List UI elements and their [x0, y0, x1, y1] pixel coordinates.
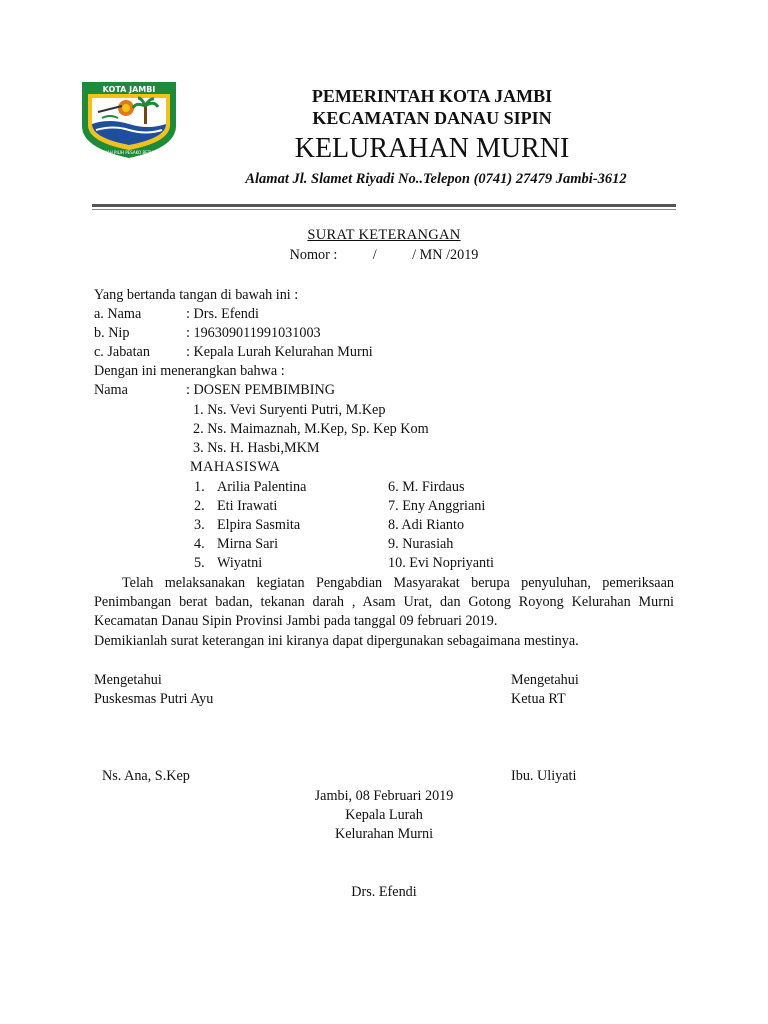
name-label: Nama: [94, 382, 128, 398]
student-name: Arilia Palentina: [217, 479, 307, 495]
kota-jambi-logo: [78, 78, 180, 160]
body-paragraph: Telah melaksanakan kegiatan Pengabdian Masyarakat berupa penyuluhan, pemeriksaan Penimbangan berat badan, tekanan darah , Asam Urat, dan Gotong Royong Kelurahan Murni Kecamatan Danau Sipin Provinsi Jambi pada tanggal 09 februari 2019.: [94, 575, 674, 629]
student-number: 2.: [194, 498, 205, 514]
signer-name-label: a. Nama: [94, 306, 142, 322]
logo-text: KOTA JAMBI: [102, 85, 156, 94]
student-name: Elpira Sasmita: [217, 517, 301, 533]
header-line-3: KELURAHAN MURNI: [294, 133, 570, 164]
official-position: Kepala Lurah: [345, 807, 423, 823]
official-office: Kelurahan Murni: [334, 826, 434, 842]
header-rule-thin: [92, 209, 676, 210]
right-organization: Ketua RT: [511, 691, 566, 707]
header-line-2: KECAMATAN DANAU SIPIN: [312, 108, 552, 128]
signer-nip-label: b. Nip: [94, 325, 130, 341]
right-acknowledge: Mengetahui: [511, 672, 579, 688]
student-name: Eti Irawati: [217, 498, 278, 514]
left-acknowledge: Mengetahui: [94, 672, 162, 688]
student-name: Wiyatni: [217, 555, 263, 571]
letter-title: SURAT KETERANGAN: [307, 227, 461, 243]
lecturer-item: 3. Ns. H. Hasbi,MKM: [193, 440, 320, 456]
header-line-1: PEMERINTAH KOTA JAMBI: [311, 86, 553, 106]
student-item: 9. Nurasiah: [388, 536, 454, 552]
lecturer-item: 1. Ns. Vevi Suryenti Putri, M.Kep: [193, 402, 386, 418]
signer-name-value: : Drs. Efendi: [186, 306, 259, 322]
lecturer-item: 2. Ns. Maimaznah, M.Kep, Sp. Kep Kom: [193, 421, 429, 437]
student-item: 6. M. Firdaus: [388, 479, 465, 495]
official-name: Drs. Efendi: [351, 884, 417, 900]
left-signer-name: Ns. Ana, S.Kep: [102, 768, 190, 784]
signer-position-label: c. Jabatan: [94, 344, 150, 360]
student-item: 8. Adi Rianto: [388, 517, 465, 533]
letter-number: Nomor : / / MN /2019: [289, 247, 479, 263]
student-number: 3.: [194, 517, 205, 533]
signer-position-value: : Kepala Lurah Kelurahan Murni: [186, 344, 373, 360]
right-signer-name: Ibu. Uliyati: [511, 768, 577, 784]
student-number: 4.: [194, 536, 205, 552]
students-heading: MAHASISWA: [190, 459, 281, 475]
student-name: Mirna Sari: [217, 536, 279, 552]
header-rule-thick: [92, 204, 676, 207]
left-organization: Puskesmas Putri Ayu: [94, 691, 214, 707]
logo-motto: TANAH PILIH PESAKO BETUAH: [99, 150, 159, 155]
student-number: 5.: [194, 555, 205, 571]
intro-text: Yang bertanda tangan di bawah ini :: [94, 287, 299, 303]
closing-paragraph: Demikianlah surat keterangan ini kiranya dapat dipergunakan sebagaimana mestinya.: [94, 633, 579, 649]
name-value: : DOSEN PEMBIMBING: [186, 382, 335, 398]
student-item: 7. Eny Anggriani: [388, 498, 486, 514]
student-item: 10. Evi Nopriyanti: [388, 555, 494, 571]
signer-nip-value: : 196309011991031003: [186, 325, 321, 341]
place-date: Jambi, 08 Februari 2019: [314, 788, 454, 804]
header-address: Alamat Jl. Slamet Riyadi No..Telepon (0741) 27479 Jambi-3612: [245, 171, 627, 187]
declare-text: Dengan ini menerangkan bahwa :: [94, 363, 285, 379]
student-number: 1.: [194, 479, 205, 495]
